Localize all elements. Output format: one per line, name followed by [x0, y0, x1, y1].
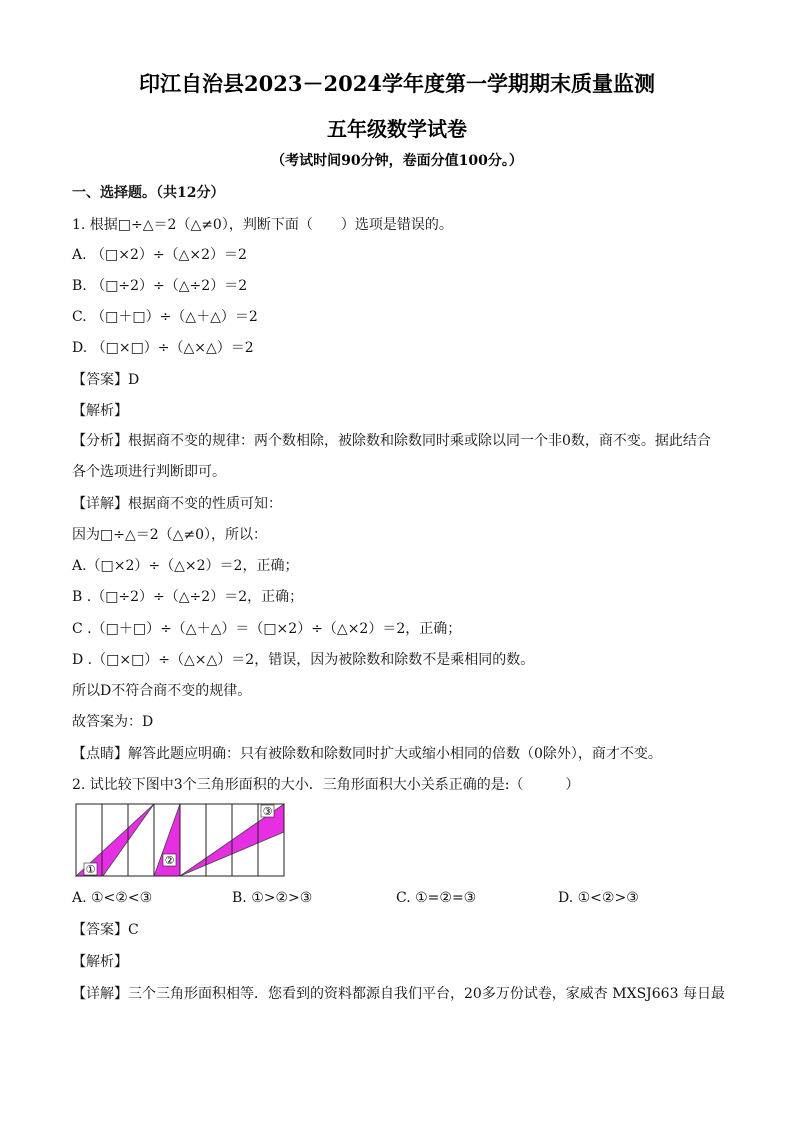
triangle-label-1: ① — [85, 863, 96, 876]
exam-note: （考试时间90分钟，卷面分值100分。） — [271, 153, 523, 169]
q2-option-c: C. ①=②=③ — [396, 890, 477, 906]
q2-option-b: B. ①>②>③ — [232, 890, 313, 906]
q1-stem: 1. 根据□÷△＝2（△≠0），判断下面（ ）选项是错误的。 — [72, 217, 453, 233]
triangle-figure — [74, 802, 306, 878]
q1-dianjing: 【点睛】解答此题应明确：只有被除数和除数同时扩大或缩小相同的倍数（0除外），商才不变。 — [72, 746, 662, 762]
q2-option-a: A. ①<②<③ — [72, 890, 153, 906]
exam-subtitle: 五年级数学试卷 — [327, 117, 467, 141]
q2-analysis-label: 【解析】 — [72, 954, 128, 970]
exam-title: 印江自治县2023－2024学年度第一学期期末质量监测 — [139, 71, 655, 96]
q1-conclusion: 所以D不符合商不变的规律。 — [72, 683, 252, 699]
triangle-label-3: ③ — [262, 805, 273, 818]
q1-answer: 【答案】D — [72, 372, 140, 388]
q1-analysis-label: 【解析】 — [72, 403, 128, 419]
section-heading: 一、选择题。（共12分） — [72, 185, 225, 201]
q1-option-c: C. （□＋□）÷（△＋△）＝2 — [72, 309, 258, 325]
q1-because: 因为□÷△＝2（△≠0），所以： — [72, 527, 268, 543]
q1-detail-a: A.（□×2）÷（△×2）＝2，正确； — [72, 558, 299, 574]
q1-detail-c: C .（□＋□）÷（△＋△）＝（□×2）÷（△×2）＝2，正确； — [72, 621, 462, 637]
q1-fenxi-line2: 各个选项进行判断即可。 — [72, 464, 226, 480]
q1-detail-b: B .（□÷2）÷（△÷2）＝2，正确； — [72, 589, 304, 605]
q1-final-answer: 故答案为：D — [72, 714, 154, 730]
q2-stem: 2. 试比较下图中3个三角形面积的大小．三角形面积大小关系正确的是:（ ） — [72, 777, 580, 793]
q1-option-d: D. （□×□）÷（△×△）＝2 — [72, 340, 254, 356]
q2-detail: 【详解】三个三角形面积相等．您看到的资料都源自我们平台，20多万份试卷，家威杏 MXSJ663 每日最 — [72, 986, 725, 1002]
q1-option-b: B. （□÷2）÷（△÷2）＝2 — [72, 278, 248, 294]
triangle-label-2: ② — [164, 854, 175, 867]
q1-detail-intro: 【详解】根据商不变的性质可知： — [72, 496, 282, 512]
q2-answer: 【答案】C — [72, 922, 139, 938]
q1-fenxi-line1: 【分析】根据商不变的规律：两个数相除，被除数和除数同时乘或除以同一个非0数，商不变。据此结合 — [72, 433, 711, 449]
q1-option-a: A. （□×2）÷（△×2）＝2 — [72, 247, 247, 263]
q2-option-d: D. ①<②>③ — [558, 890, 639, 906]
q1-detail-d: D .（□×□）÷（△×△）＝2，错误，因为被除数和除数不是乘相同的数。 — [72, 652, 535, 668]
